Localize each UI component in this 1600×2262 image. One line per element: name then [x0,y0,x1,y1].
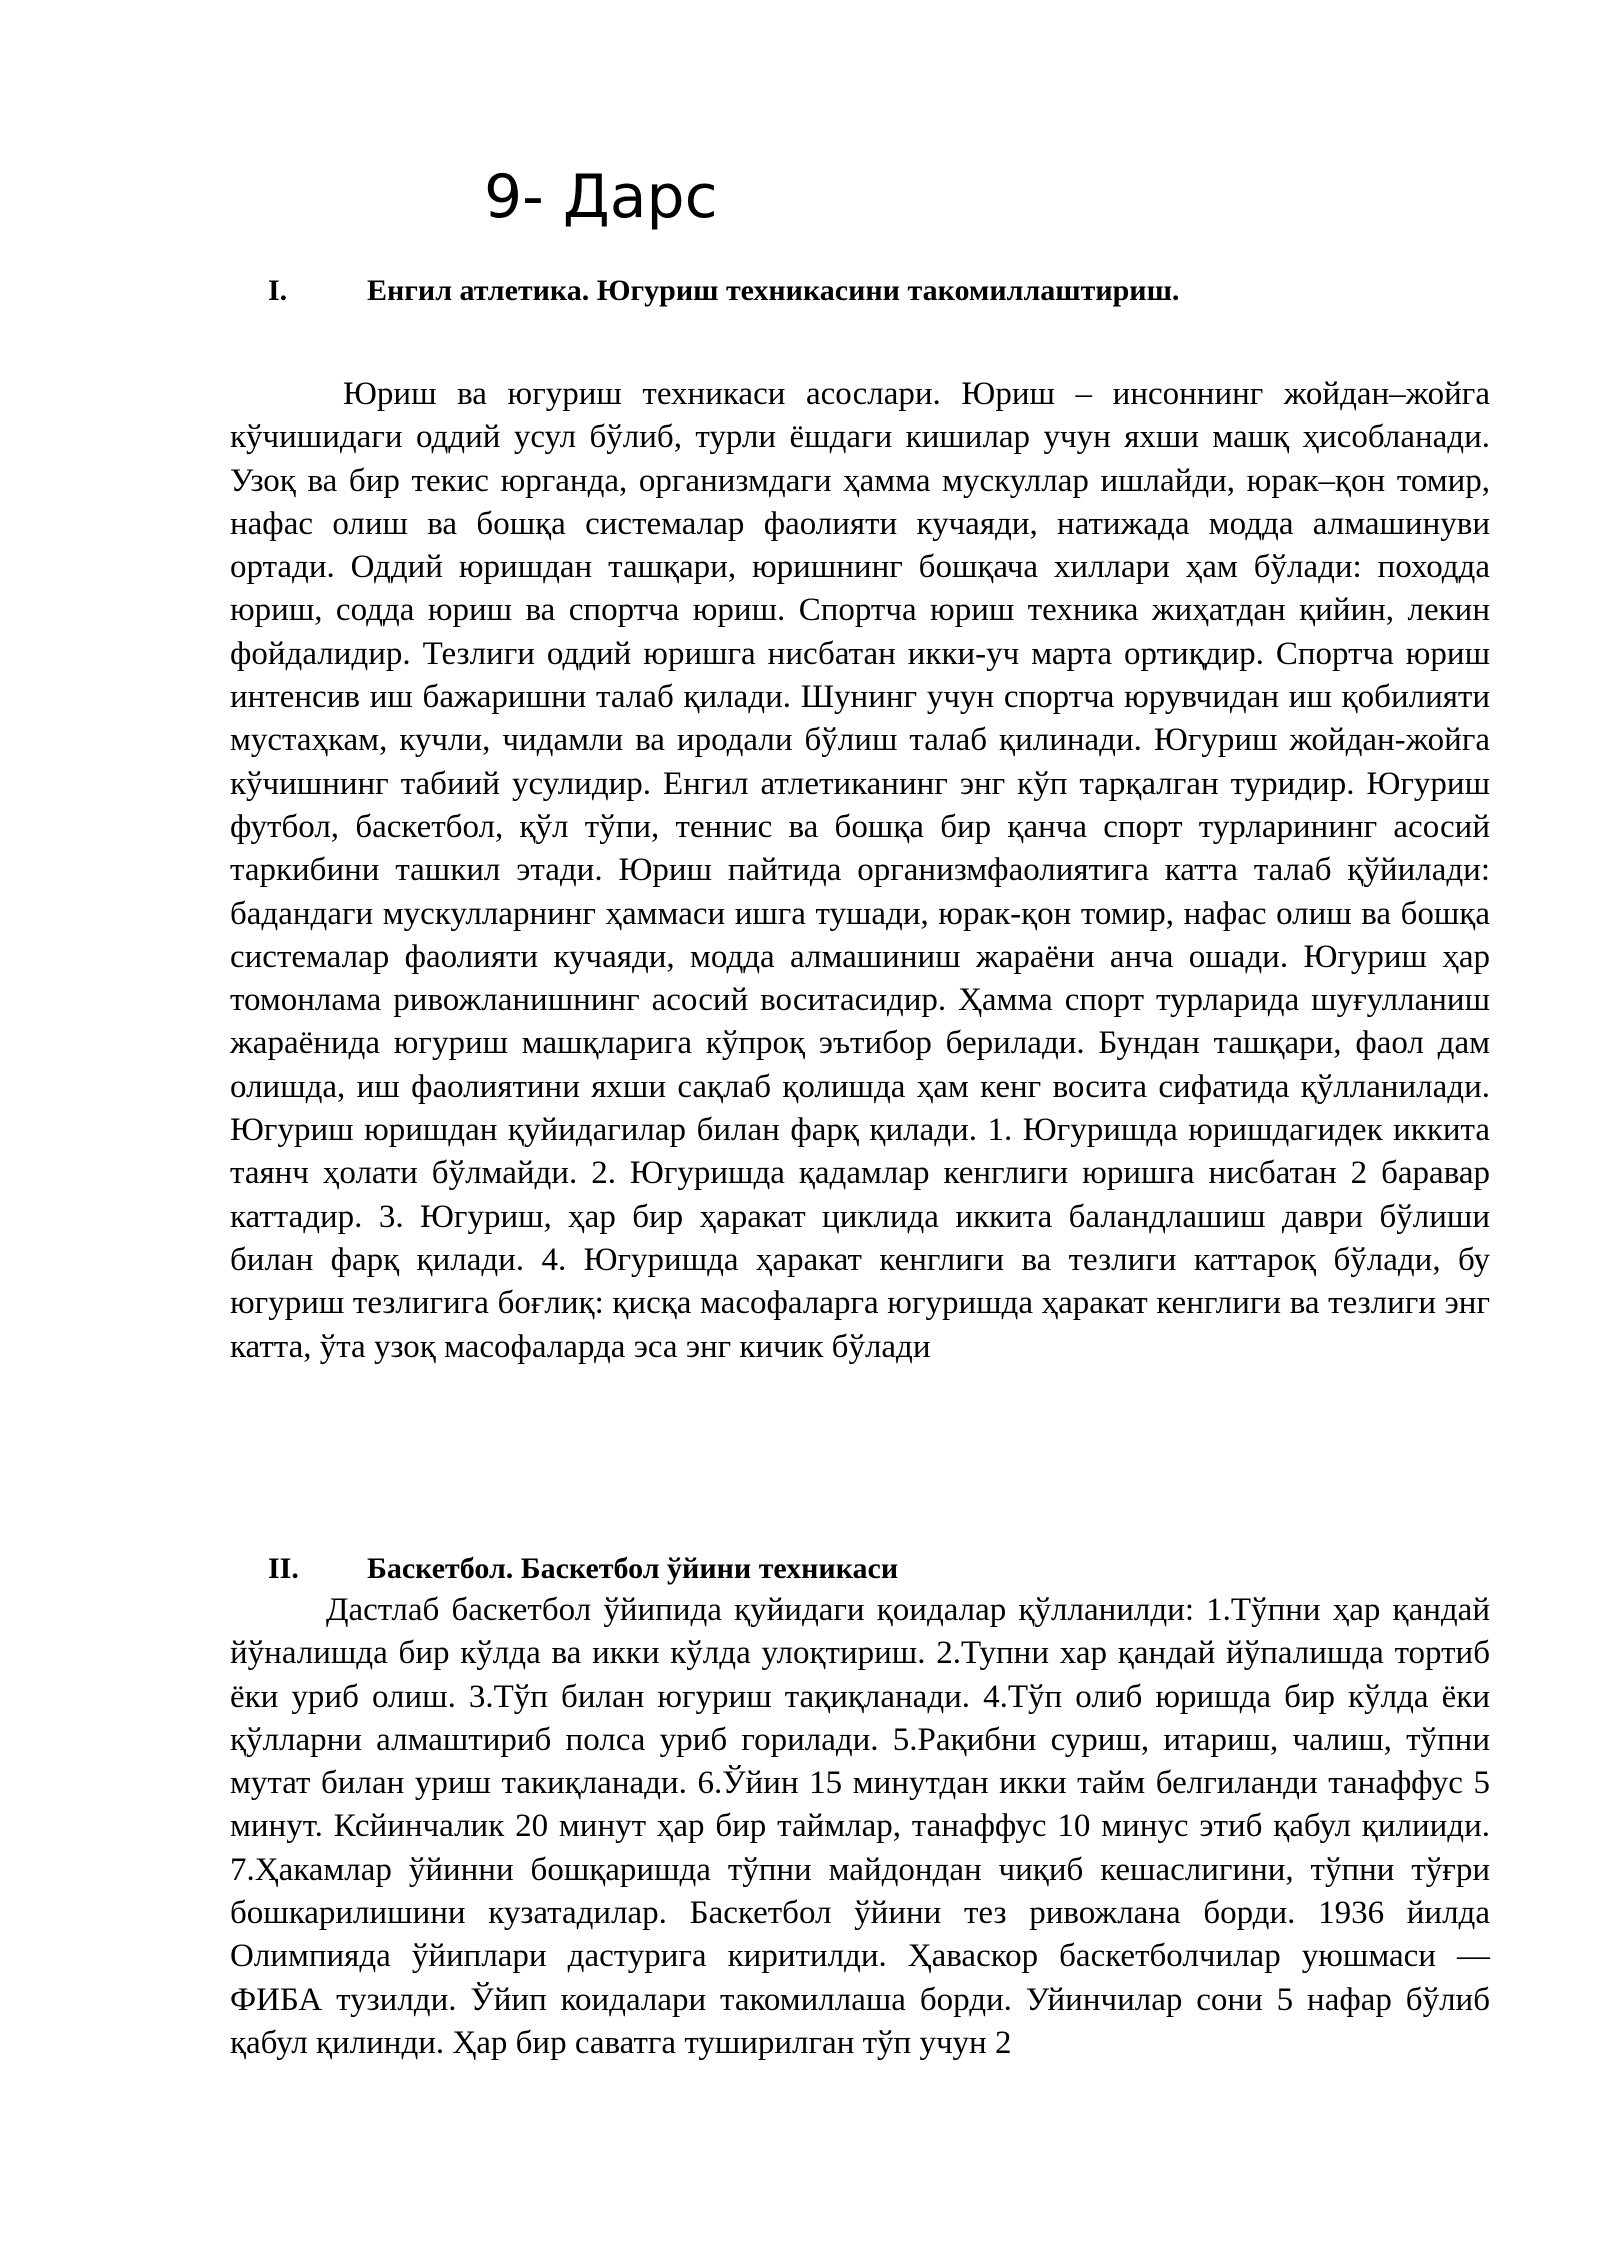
section-heading-text-2: Баскетбол. Баскетбол ўйини техникаси [367,1552,899,1585]
section-heading-2 [268,1549,898,1589]
section-paragraph-2: Дастлаб баскетбол ўйипида қуйидаги қоидалар қўлланилди: 1.Тўпни ҳар қандай йўналишда бир кўлда ва икки кўлда улоқтириш. 2.Тупни хар қандай йўпалишда тортиб ёки уриб олиш. 3.Тўп билан югуриш тақиқланади. 4.Тўп олиб юришда бир кўлда ёки қўлларни алмаштириб полса уриб горилади. 5.Рақибни суриш, итариш, чалиш, тўпни мутат билан уриш такиқланади. 6.Ўйин 15 минутдан икки тайм белгиланди танаффус 5 минут. Ксйинчалик 20 минут ҳар бир таймлар, танаффус 10 минус этиб қабул қилииди. 7.Ҳакамлар ўйинни бошқаришда тўпни майдондан чиқиб кешаслигини, тўпни тўғри бошкарилишини кузатадилар. Баскетбол ўйини тез ривожлана борди. 1936 йилда Олимпияда ўйиплари дастурига киритилди. Ҳаваскор баскетболчилар уюшмаси — ФИБА тузилди. Ўйип коидалари такомиллаша борди. Уйинчилар сони 5 нафар бўлиб қабул қилинди. Ҳар бир саватга туширилган тўп учун 2 [230,1592,1490,2061]
page-title: 9- Дарс [484,162,718,232]
section-paragraph-1: Юриш ва югуриш техникаси асослари. Юриш – инсоннинг жойдан–жойга кўчишидаги оддий усул бўлиб, турли ёшдаги кишилар учун яхши машқ ҳисобланади. Узоқ ва бир текис юрганда, организмдаги ҳамма мускуллар ишлайди, юрак–қон томир, нафас олиш ва бошқа системалар фаолияти кучаяди, натижада модда алмашинуви ортади. Оддий юришдан ташқари, юришнинг бошқача хиллари ҳам бўлади: походда юриш, содда юриш ва спортча юриш. Спортча юриш техника жиҳатдан қийин, лекин фойдалидир. Тезлиги оддий юришга нисбатан икки-уч марта ортиқдир. Спортча юриш интенсив иш бажаришни талаб қилади. Шунинг учун спортча юрувчидан иш қобилияти мустаҳкам, кучли, чидамли ва иродали бўлиш талаб қилинади. Югуриш жойдан-жойга кўчишнинг табиий усулидир. Енгил атлетиканинг энг кўп тарқалган туридир. Югуриш футбол, баскетбол, қўл тўпи, теннис ва бошқа бир қанча спорт турларининг асосий таркибини ташкил этади. Юриш пайтида организмфаолиятига катта талаб қўйилади: бадандаги мускулларнинг ҳаммаси ишга тушади, юрак-қон томир, нафас олиш ва бошқа системалар фаолияти кучаяди, модда алмашиниш жараёни анча ошади. Югуриш ҳар томонлама ривожланишнинг асосий воситасидир. Ҳамма спорт турларида шуғулланиш жараёнида югуриш машқларига кўпроқ эътибор берилади. Бундан ташқари, фаол дам олишда, иш фаолиятини яхши сақлаб қолишда ҳам кенг восита сифатида қўлланилади. Югуриш юришдан қуйидагилар билан фарқ қилади. 1. Югуришда юришдагидек иккита таянч ҳолати бўлмайди. 2. Югуришда қадамлар кенглиги юришга нисбатан 2 баравар каттадир. 3. Югуриш, ҳар бир ҳаракат циклида иккита баландлашиш даври бўлиши билан фарқ қилади. 4. Югуришда ҳаракат кенглиги ва тезлиги каттароқ бўлади, бу югуриш тезлигига боғлиқ: қисқа масофаларга югуришда ҳаракат кенглиги ва тезлиги энг катта, ўта узоқ масофаларда эса энг кичик бўлади [230,376,1490,1365]
section-number-2: II. [268,1552,299,1585]
section-heading-text-1: Енгил атлетика. Югуриш техникасини такомиллаштириш. [367,274,1180,307]
section-heading-1 [268,271,1179,311]
section-number-1: I. [268,274,288,307]
